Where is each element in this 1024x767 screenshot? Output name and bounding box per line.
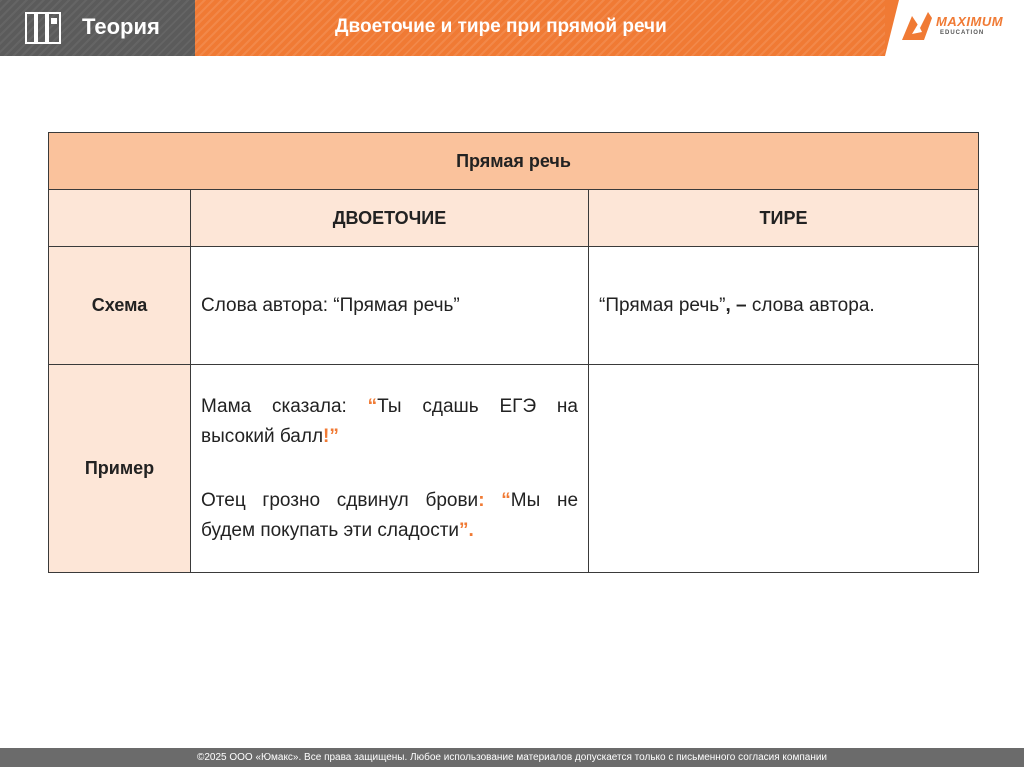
column-header-colon: ДВОЕТОЧИЕ: [191, 190, 589, 247]
scheme-dash-author: слова автора.: [746, 294, 875, 316]
table-title: Прямая речь: [49, 133, 979, 190]
slide-header: [0, 0, 1024, 56]
scheme-dash-text: [589, 295, 978, 317]
scheme-colon-cell: [191, 247, 589, 365]
table-columns-row: [49, 190, 979, 247]
example-sentence-1: [201, 392, 578, 452]
scheme-colon-text: Слова автора: “Прямая речь”: [201, 294, 460, 316]
scheme-dash-quote: “Прямая речь”: [599, 294, 726, 316]
example-2-speech: Мы не будем покупать эти сладости: [201, 489, 579, 541]
table-row: [49, 365, 979, 573]
direct-speech-table: [48, 132, 979, 573]
example-1-author: Мама сказала:: [201, 395, 368, 417]
example-2-colon: :: [478, 489, 485, 511]
example-2-end-punct: ”.: [459, 519, 474, 541]
example-sentence-2: [201, 486, 578, 546]
books-icon: [24, 10, 64, 46]
example-1-open-quote: “: [367, 395, 378, 417]
empty-corner-cell: [49, 190, 191, 247]
row-label-scheme: Схема: [49, 247, 191, 365]
logo-subtext: EDUCATION: [940, 30, 985, 36]
scheme-dash-cell: [589, 247, 979, 365]
table-header-row: [49, 133, 979, 190]
example-colon-cell: [191, 365, 589, 573]
example-dash-cell: [589, 365, 979, 573]
example-colon-text: [191, 392, 588, 546]
column-header-dash: ТИРЕ: [589, 190, 979, 247]
example-1-end-punct: !”: [323, 425, 339, 447]
example-2-open-quote: “: [484, 489, 511, 511]
example-2-author: Отец грозно сдвинул брови: [201, 489, 479, 511]
scheme-dash-punct: , –: [725, 294, 747, 316]
example-1-speech: Ты сдашь ЕГЭ на высокий балл: [201, 395, 578, 447]
section-title: Теория: [82, 14, 160, 39]
logo-text: MAXIMUM: [936, 14, 1004, 29]
table-row: [49, 247, 979, 365]
row-label-example: Пример: [49, 365, 191, 573]
copyright-footer: ©2025 ООО «Юмакс». Все права защищены. Любое использование материалов допускается только с письменного согласия компании: [0, 748, 1024, 767]
page-title: Двоеточие и тире при прямой речи: [335, 16, 667, 37]
